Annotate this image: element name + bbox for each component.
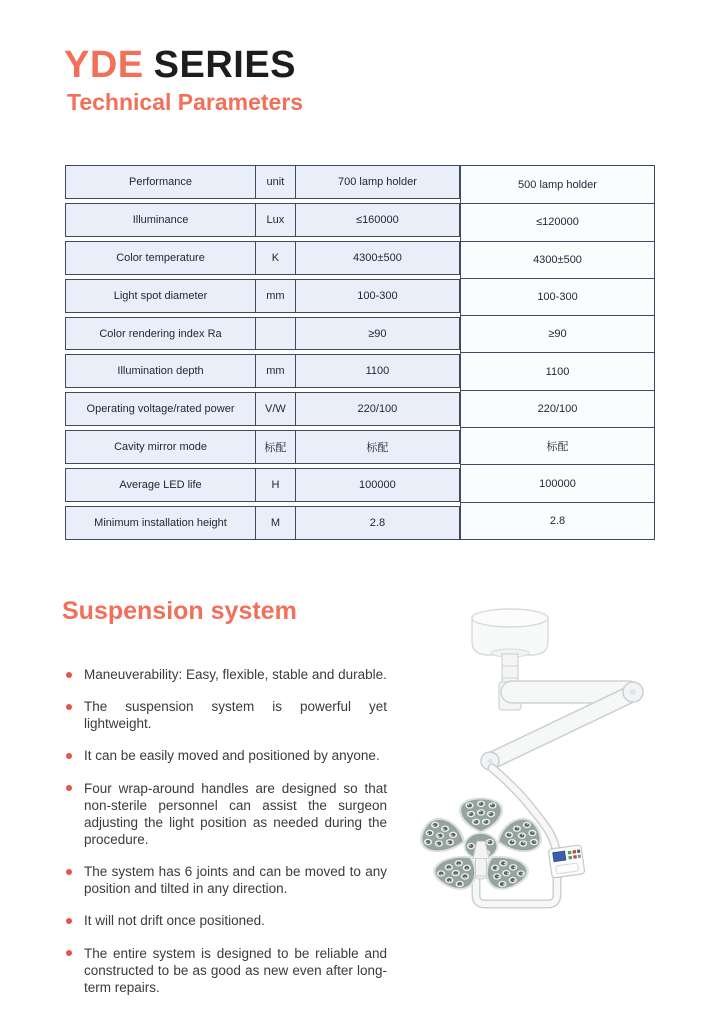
table-cell: 100000 xyxy=(461,464,654,501)
feature-bullet: The suspension system is powerful yet lightweight. xyxy=(64,698,387,732)
table-500-lamp-column xyxy=(460,165,655,540)
feature-bullet-list xyxy=(64,666,387,1011)
table-cell: Color temperature xyxy=(116,251,205,264)
surgical-light-illustration xyxy=(403,598,713,968)
table-cell: 100-300 xyxy=(461,278,654,315)
surgical-light-drawing xyxy=(403,598,713,968)
table-cell: Minimum installation height xyxy=(94,516,227,529)
ceiling-canopy xyxy=(472,609,548,657)
feature-bullet: It will not drift once positioned. xyxy=(64,912,387,929)
sterile-handle xyxy=(473,841,489,879)
feature-bullet: It can be easily moved and positioned by anyone. xyxy=(64,747,387,764)
table-cell: Lux xyxy=(255,204,295,236)
feature-bullet: The system has 6 joints and can be moved to any position and tilted in any direction. xyxy=(64,863,387,897)
panel-button-red xyxy=(572,850,576,854)
table-cell: 标配 xyxy=(461,427,654,464)
table-cell: 标配 xyxy=(255,431,295,463)
table-row xyxy=(65,317,460,351)
feature-bullet: Four wrap-around handles are designed so that non-sterile personnel can assist the surgeon adjusting the light position as needed during the procedure. xyxy=(64,780,387,849)
table-cell: 1100 xyxy=(295,355,459,387)
table-cell: mm xyxy=(255,280,295,312)
table-cell: Color rendering index Ra xyxy=(99,327,222,340)
lamp-head xyxy=(416,798,545,894)
control-panel xyxy=(548,845,585,878)
table-cell: unit xyxy=(255,166,295,198)
table-header-row xyxy=(65,165,460,199)
feature-bullet: Maneuverability: Easy, flexible, stable and durable. xyxy=(64,666,387,683)
table-row xyxy=(65,241,460,275)
table-row xyxy=(65,430,460,464)
series-word: SERIES xyxy=(153,44,297,86)
panel-button-red xyxy=(573,855,577,859)
table-cell: 4300±500 xyxy=(295,242,459,274)
technical-parameters-table xyxy=(65,165,655,540)
table-cell: 500 lamp holder xyxy=(518,178,597,191)
table-main-columns xyxy=(65,165,460,540)
table-cell: 2.8 xyxy=(461,502,654,539)
suspension-section-title: Suspension system xyxy=(62,597,297,625)
table-row xyxy=(65,468,460,502)
table-row xyxy=(65,279,460,313)
panel-button-green xyxy=(568,856,572,860)
table-cell: 4300±500 xyxy=(461,241,654,278)
panel-button-gray xyxy=(578,854,581,858)
table-cell: Operating voltage/rated power xyxy=(86,403,235,416)
panel-button-green xyxy=(568,851,572,855)
page-title xyxy=(64,44,303,86)
table-row xyxy=(65,203,460,237)
table-cell: ≤160000 xyxy=(295,204,459,236)
table-cell: ≤120000 xyxy=(461,203,654,240)
panel-button-dark xyxy=(577,849,580,853)
table-row xyxy=(65,506,460,540)
page-subtitle: Technical Parameters xyxy=(67,89,304,115)
table-cell: 100-300 xyxy=(295,280,459,312)
table-cell: H xyxy=(255,469,295,501)
table-cell: K xyxy=(255,242,295,274)
table-cell: Illumination depth xyxy=(117,365,204,378)
series-code: YDE xyxy=(64,44,144,86)
table-cell: Light spot diameter xyxy=(113,289,208,302)
panel-screen xyxy=(553,851,566,862)
table-cell: M xyxy=(255,507,295,539)
table-cell: 700 lamp holder xyxy=(295,166,459,198)
table-cell: ≥90 xyxy=(295,318,459,350)
feature-bullet: The entire system is designed to be reliable and constructed to be as good as new even after long-term repairs. xyxy=(64,945,387,996)
table-cell: Cavity mirror mode xyxy=(114,441,207,454)
page-header xyxy=(64,44,303,115)
table-cell: 2.8 xyxy=(295,507,459,539)
table-row xyxy=(65,354,460,388)
table-cell: V/W xyxy=(255,393,295,425)
table-cell: mm xyxy=(255,355,295,387)
table-cell: Performance xyxy=(129,175,192,188)
table-cell: 220/100 xyxy=(295,393,459,425)
table-cell xyxy=(255,318,295,350)
table-cell: ≥90 xyxy=(461,315,654,352)
table-row xyxy=(65,392,460,426)
table-cell: 标配 xyxy=(295,431,459,463)
table-cell: 220/100 xyxy=(461,390,654,427)
table-cell: 100000 xyxy=(295,469,459,501)
table-cell: Average LED life xyxy=(119,479,202,492)
table-cell: 1100 xyxy=(461,352,654,389)
elbow-joint xyxy=(623,682,643,702)
table-cell: Illuminance xyxy=(132,213,189,226)
